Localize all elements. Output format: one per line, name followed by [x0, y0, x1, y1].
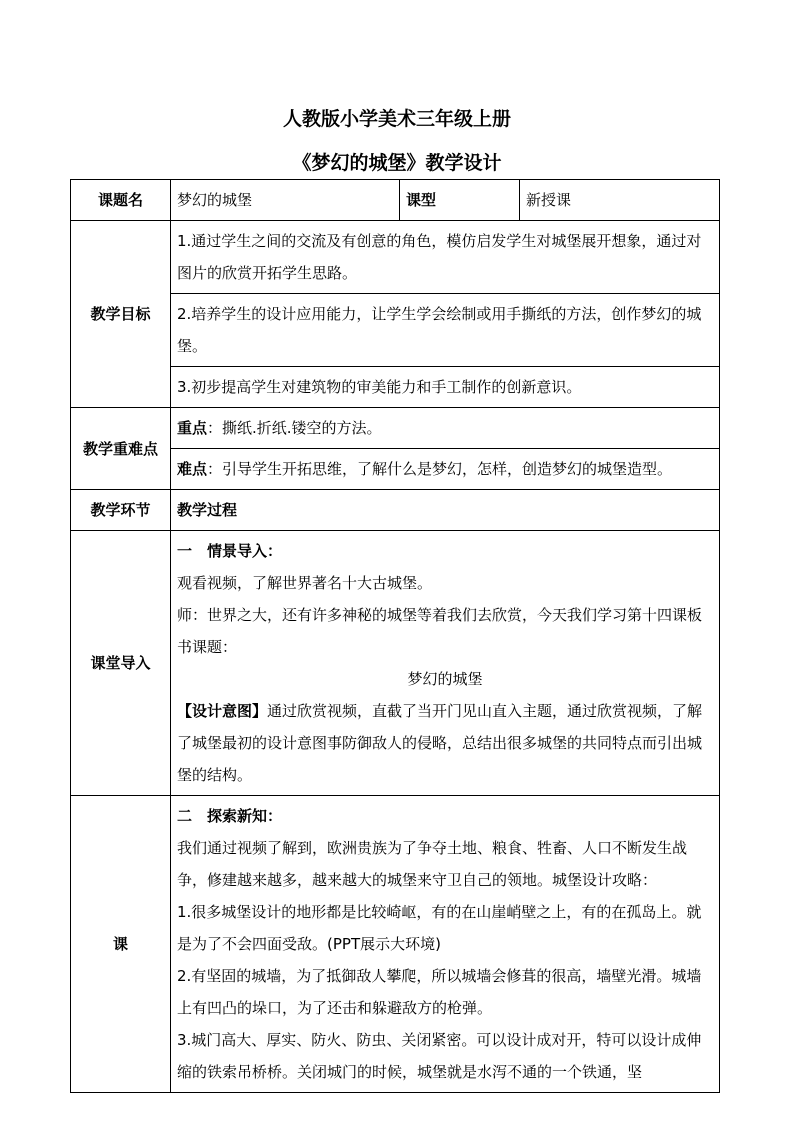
design-intent-text: 通过欣赏视频，直截了当开门见山直入主题，通过欣赏视频，了解了城堡最初的设计意图事防御敌人的侵略，总结出很多城堡的共同特点而引出城堡的结构。 — [177, 702, 703, 784]
explore-paragraph: 2.有坚固的城墙，为了抵御敌人攀爬，所以城墙会修葺的很高，墙壁光滑。城墙上有凹凸的垛口，为了还击和躲避敌方的枪弹。 — [177, 967, 702, 1017]
label-key-points: 教学重难点 — [71, 408, 171, 490]
board-title: 梦幻的城堡 — [407, 670, 483, 688]
key-point-text: ：撕纸.折纸.镂空的方法。 — [207, 419, 382, 437]
label-teaching-stage: 教学环节 — [71, 490, 171, 531]
explore-heading: 二 探索新知： — [177, 807, 283, 825]
row-intro — [71, 531, 720, 796]
design-intent — [177, 695, 713, 791]
document-subtitle: 《梦幻的城堡》教学设计 — [292, 152, 502, 174]
row-lesson-name — [71, 180, 720, 221]
lesson-plan-table — [70, 179, 720, 1093]
design-intent-label: 【设计意图】 — [177, 702, 268, 720]
intro-paragraph: 师：世界之大，还有许多神秘的城堡等着我们去欣赏，今天我们学习第十四课板书课题： — [177, 606, 703, 656]
key-point-label: 重点 — [177, 419, 208, 437]
label-lesson-type: 课型 — [400, 180, 520, 221]
key-point-cell — [171, 408, 720, 449]
document-title: 人教版小学美术三年级上册 — [282, 108, 511, 130]
difficulty-text: ：引导学生开拓思维，了解什么是梦幻，怎样，创造梦幻的城堡造型。 — [207, 460, 673, 478]
row-process-header — [71, 490, 720, 531]
row-explore — [71, 796, 720, 1093]
goal-item: 1.通过学生之间的交流及有创意的角色，模仿启发学生对城堡展开想象，通过对图片的欣赏开拓学生思路。 — [171, 221, 720, 294]
difficulty-cell — [171, 449, 720, 490]
label-intro: 课堂导入 — [71, 531, 171, 796]
row-key-point — [71, 408, 720, 449]
value-lesson-type: 新授课 — [520, 180, 720, 221]
explore-paragraph: 1.很多城堡设计的地形都是比较崎岖，有的在山崖峭壁之上，有的在孤岛上。就是为了不会四面受敌。(PPT展示大环境) — [177, 903, 702, 953]
difficulty-label: 难点 — [177, 460, 208, 478]
goal-item: 3.初步提高学生对建筑物的审美能力和手工制作的创新意识。 — [171, 367, 720, 408]
intro-paragraph: 观看视频，了解世界著名十大古城堡。 — [177, 574, 433, 592]
label-lesson-name: 课题名 — [71, 180, 171, 221]
value-lesson-name: 梦幻的城堡 — [171, 180, 400, 221]
label-explore: 课 — [71, 796, 171, 1093]
label-goals: 教学目标 — [71, 221, 171, 408]
label-teaching-process: 教学过程 — [171, 490, 720, 531]
row-goal-1 — [71, 221, 720, 294]
intro-content — [171, 531, 720, 796]
explore-paragraph: 3.城门高大、厚实、防火、防虫、关闭紧密。可以设计成对开，特可以设计成伸缩的铁索吊桥桥。关闭城门的时候，城堡就是水泻不通的一个铁通，坚 — [177, 1031, 702, 1081]
explore-content — [171, 796, 720, 1093]
intro-heading: 一 情景导入： — [177, 542, 283, 560]
explore-paragraph: 我们通过视频了解到，欧洲贵族为了争夺土地、粮食、牲畜、人口不断发生战争，修建越来越多，越来越大的城堡来守卫自己的领地。城堡设计攻略： — [177, 839, 688, 889]
goal-item: 2.培养学生的设计应用能力，让学生学会绘制或用手撕纸的方法，创作梦幻的城堡。 — [171, 294, 720, 367]
